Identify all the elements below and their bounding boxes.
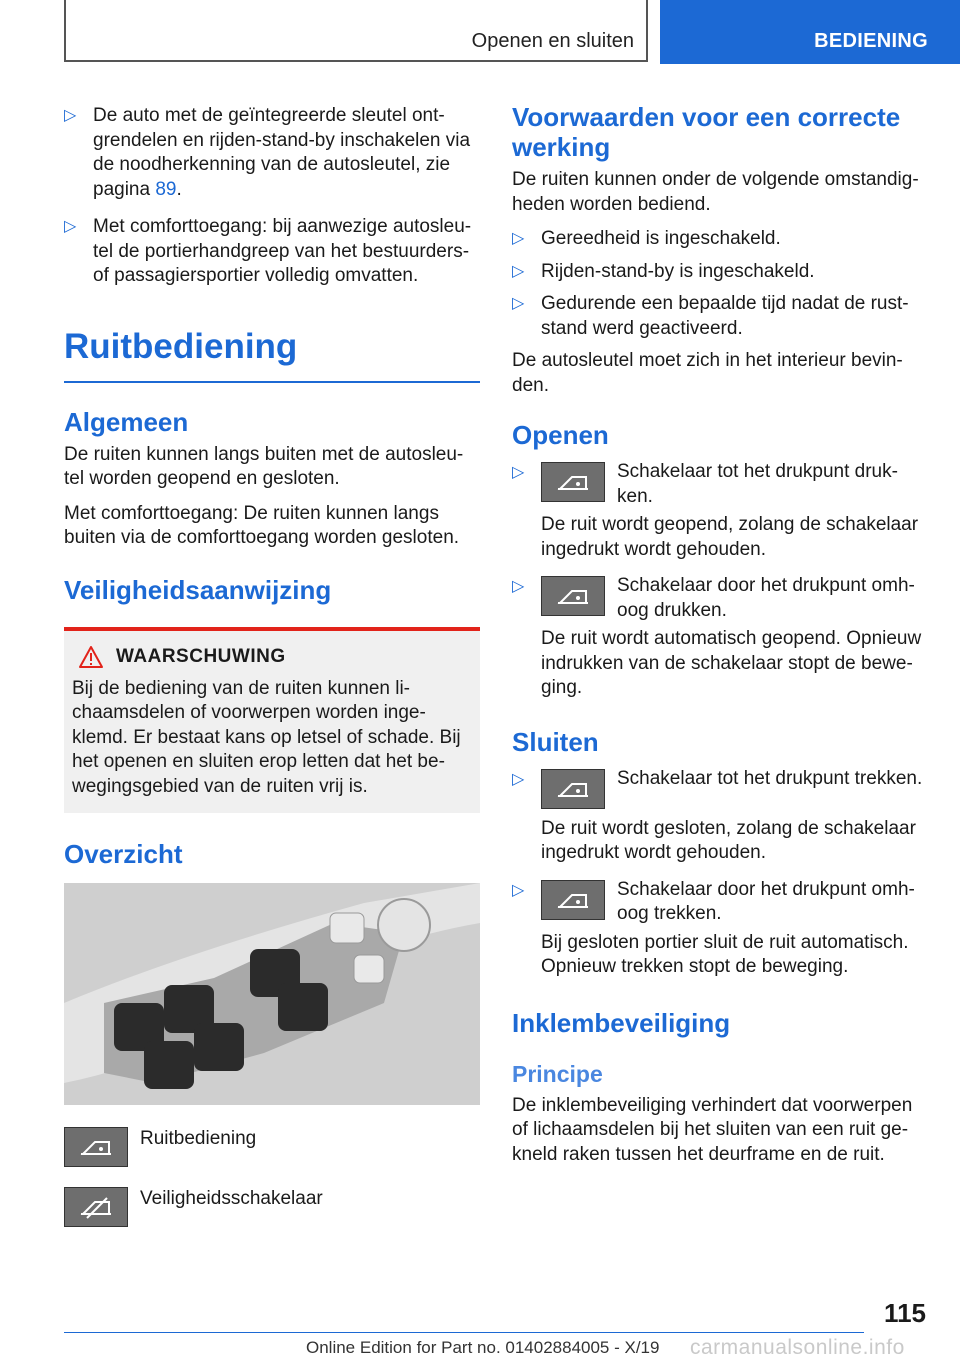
heading-veiligheid: Veiligheidsaanwijzing [64, 574, 332, 605]
legend-label: Veiligheidsschakelaar [140, 1188, 323, 1209]
window-switch-icon [541, 462, 605, 502]
left-column [64, 96, 480, 1247]
paragraph: De ruiten kunnen onder de volgende omstandig-heden worden bediend. [512, 169, 919, 215]
window-switch-icon [541, 769, 605, 809]
list-item: ▷ Schakelaar tot het drukpunt druk-ken. De ruit wordt geopend, zolang de schakelaar ingedrukt wordt gehouden. [512, 461, 919, 560]
window-switch-icon [541, 880, 605, 920]
list-item: ▷ Gereedheid is ingeschakeld. [512, 227, 928, 252]
paragraph: Met comforttoegang: De ruiten kunnen langs buiten via de comforttoegang worden gesloten. [64, 502, 460, 548]
edition-text: Online Edition for Part no. 01402884005 - X/19 [306, 1338, 660, 1357]
triangle-bullet-icon: ▷ [64, 107, 77, 124]
heading-inklembeveiliging: Inklembeveiliging [512, 1007, 731, 1038]
warning-text: Bij de bediening van de ruiten kunnen li-chaamsdelen of voorwerpen worden inge-klemd. Er bestaat kans op letsel of schade. Bij het openen en sluiten erop letten dat het be-wegingsgebied van de ruiten vrij is. [72, 677, 461, 797]
triangle-bullet-icon: ▷ [512, 464, 525, 481]
right-column [512, 96, 928, 1167]
window-switch-photo [64, 883, 480, 1105]
heading-principe: Principe [512, 1060, 603, 1087]
triangle-bullet-icon: ▷ [64, 218, 77, 235]
triangle-bullet-icon: ▷ [512, 578, 525, 595]
warning-triangle-icon [78, 645, 104, 669]
chapter-tab [64, 0, 648, 62]
chapter-title: Openen en sluiten [471, 30, 634, 52]
triangle-bullet-icon: ▷ [512, 262, 525, 280]
window-switch-icon [541, 576, 605, 616]
list-item: ▷ De auto met de geïntegreerde sleutel ont-grendelen en rijden-stand-by inschakelen via de noodherkenning van de autosleutel, zie pagina 89. [64, 105, 471, 200]
door-panel-image [64, 883, 480, 1105]
heading-voorwaarden: Voorwaarden voor een correcte werking [512, 102, 901, 162]
legend-label: Ruitbediening [140, 1128, 257, 1149]
warning-label: WAARSCHUWING [116, 645, 286, 667]
heading-openen: Openen [512, 420, 609, 450]
heading-algemeen: Algemeen [64, 406, 189, 437]
warning-box [64, 627, 480, 814]
paragraph: De autosleutel moet zich in het interieur bevin-den. [512, 350, 903, 396]
heading-overzicht: Overzicht [64, 839, 183, 869]
list-item: ▷ Met comforttoegang: bij aanwezige autosleu-tel de portierhandgreep van het bestuurders- of passagiersportier volledig omvatten. [64, 216, 472, 286]
list-item: ▷ Schakelaar door het drukpunt omh-oog drukken. De ruit wordt automatisch geopend. Opnieuw indrukken van de schakelaar stopt de bewe-ging. [512, 575, 922, 698]
section-title: BEDIENING [814, 30, 928, 52]
page-number: 115 [884, 1298, 926, 1328]
section-title-ruitbediening: Ruitbediening [64, 326, 298, 366]
list-item: ▷ Schakelaar tot het drukpunt trekken. De ruit wordt gesloten, zolang de schakelaar ingedrukt wordt gehouden. [512, 767, 923, 863]
heading-sluiten: Sluiten [512, 726, 599, 757]
triangle-bullet-icon: ▷ [512, 295, 525, 312]
window-switch-icon [64, 1127, 128, 1167]
list-item: ▷ Gedurende een bepaalde tijd nadat de rust-stand werd geactiveerd. [512, 293, 909, 339]
title-rule [64, 381, 480, 383]
list-item: ▷ Schakelaar door het drukpunt omh-oog trekken. Bij gesloten portier sluit de ruit automatisch. Opnieuw trekken stopt de beweging. [512, 878, 915, 977]
watermark: carmanualsonline.info [690, 1336, 905, 1359]
page-header [0, 0, 960, 66]
footer-rule [64, 1332, 864, 1333]
list-item: ▷ Rijden-stand-by is ingeschakeld. [512, 260, 928, 285]
section-tab [660, 0, 960, 64]
warning-header [78, 645, 468, 669]
triangle-bullet-icon: ▷ [512, 770, 525, 788]
legend-item [64, 1127, 480, 1187]
legend-item [64, 1187, 480, 1247]
paragraph: De inklembeveiliging verhindert dat voorwerpen of lichaamsdelen bij het sluiten van een ruit ge-kneld raken tussen het deurframe en de ruit. [512, 1094, 913, 1165]
triangle-bullet-icon: ▷ [512, 881, 525, 899]
paragraph: De ruiten kunnen langs buiten met de autosleu-tel worden geopend en gesloten. [64, 443, 464, 489]
safety-switch-icon [64, 1187, 128, 1227]
page-link[interactable]: 89 [155, 178, 177, 200]
triangle-bullet-icon: ▷ [512, 230, 525, 247]
